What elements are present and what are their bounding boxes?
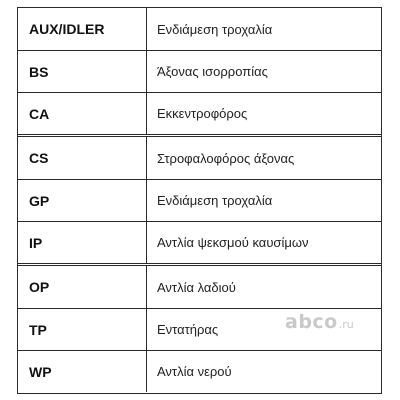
table-row — [18, 50, 381, 92]
code-cell: AUX/IDLER — [18, 8, 147, 50]
abbreviation-table — [17, 7, 382, 394]
description-cell: Ενδιάμεση τροχαλία — [157, 21, 273, 37]
table-row — [18, 137, 381, 179]
table-row — [18, 266, 381, 308]
code-cell: BS — [18, 51, 147, 92]
description-cell: Άξονας ισορροπίας — [157, 64, 268, 79]
description-cell: Στροφαλοφόρος άξονας — [157, 150, 295, 166]
description-cell: Εντατήρας — [157, 322, 219, 337]
table-group-2 — [18, 134, 381, 263]
description-cell: Αντλία νερού — [157, 364, 232, 379]
description-cell: Αντλία ψεκσμού καυσίμων — [157, 235, 309, 250]
table-row — [18, 8, 381, 50]
watermark-brand: abco — [285, 311, 338, 333]
table-row — [18, 350, 381, 392]
watermark-tld: .ru — [338, 318, 354, 331]
table-row — [18, 221, 381, 263]
table-group-1 — [18, 8, 381, 134]
table-row — [18, 179, 381, 221]
table-row — [18, 92, 381, 134]
table-group-3 — [18, 263, 381, 392]
table-row — [18, 308, 381, 350]
description-cell: Αντλία λαδιού — [157, 279, 236, 295]
code-cell: OP — [18, 266, 147, 308]
description-cell: Ενδιάμεση τροχαλία — [157, 193, 273, 208]
code-cell: CA — [18, 93, 147, 134]
code-cell: CS — [18, 137, 147, 179]
code-cell: IP — [18, 222, 147, 263]
description-cell: Εκκεντροφόρος — [157, 106, 248, 121]
code-cell: TP — [18, 309, 147, 350]
code-cell: WP — [18, 351, 147, 392]
code-cell: GP — [18, 180, 147, 221]
